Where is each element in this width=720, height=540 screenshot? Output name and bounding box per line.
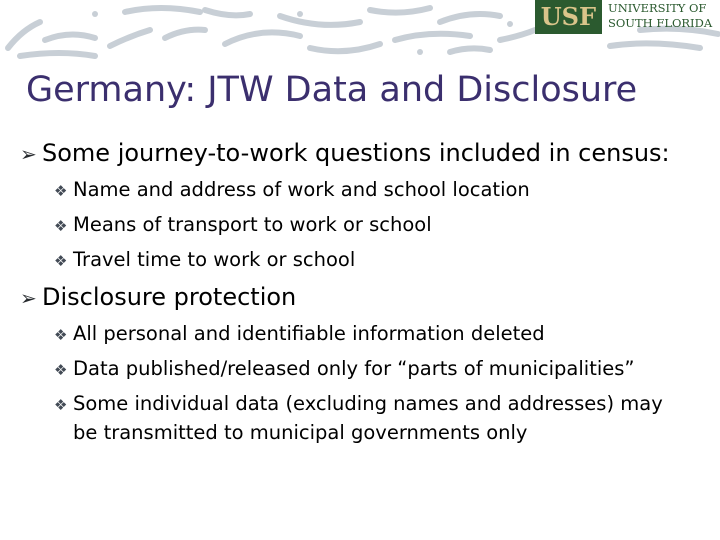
level1-text: Some journey-to-work questions included in census: <box>42 139 670 167</box>
level2-item <box>54 211 432 240</box>
diamond-bullet-icon: ❖ <box>54 361 68 379</box>
logo-wordmark <box>602 0 720 34</box>
diamond-bullet-icon: ❖ <box>54 217 68 235</box>
logo-mark: USF <box>535 0 602 34</box>
diamond-bullet-icon: ❖ <box>54 182 68 200</box>
level2-text: Name and address of work and school location <box>73 178 530 201</box>
logo-line-1: UNIVERSITY OF <box>608 1 707 15</box>
slide-title: Germany: JTW Data and Disclosure <box>26 70 638 110</box>
level2-text: Travel time to work or school <box>73 248 356 271</box>
diamond-bullet-icon: ❖ <box>54 396 68 414</box>
level1-item-journey-questions <box>20 138 670 169</box>
level2-item <box>54 355 635 384</box>
level2-text: All personal and identifiable information deleted <box>73 322 545 345</box>
decorative-banner <box>0 0 720 62</box>
level2-text: Some individual data (excluding names and addresses) may <box>73 392 663 415</box>
arrow-bullet-icon: ➢ <box>20 286 37 310</box>
level2-text: Means of transport to work or school <box>73 213 432 236</box>
level1-item-disclosure <box>20 282 296 313</box>
level2-item <box>54 390 663 419</box>
level1-text: Disclosure protection <box>42 283 297 311</box>
level2-item <box>54 246 355 275</box>
logo-line-2: SOUTH FLORIDA <box>608 16 713 30</box>
level2-item <box>54 176 530 205</box>
level2-continuation: be transmitted to municipal governments only <box>73 421 528 444</box>
arrow-bullet-icon: ➢ <box>20 142 37 166</box>
diamond-bullet-icon: ❖ <box>54 252 68 270</box>
level2-text: Data published/released only for “parts of municipalities” <box>73 357 635 380</box>
diamond-bullet-icon: ❖ <box>54 326 68 344</box>
level2-item <box>54 320 545 349</box>
usf-logo <box>535 0 720 34</box>
